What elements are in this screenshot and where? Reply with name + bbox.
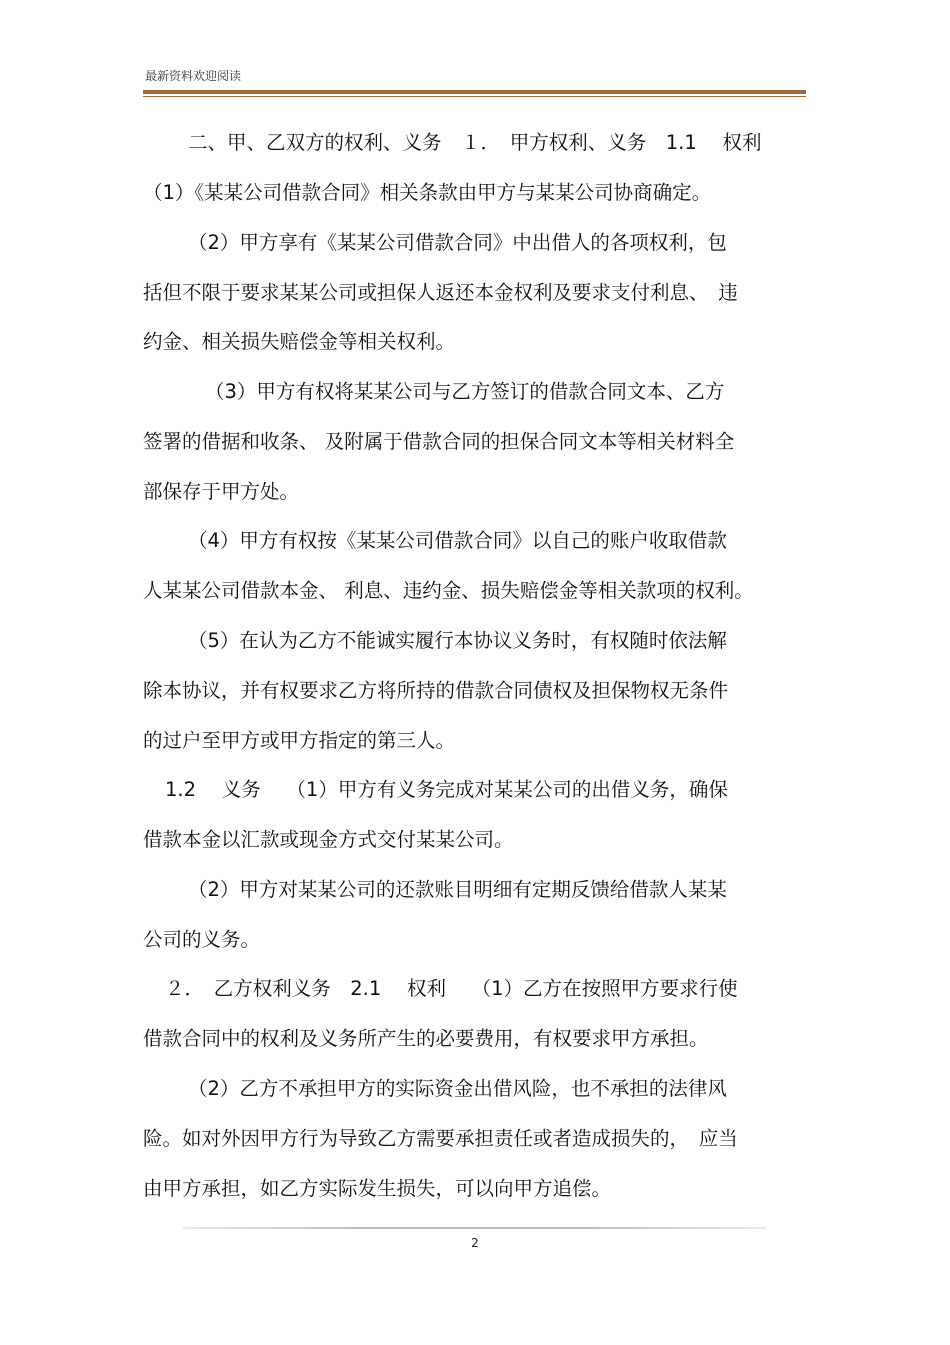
footer-rule [183,1227,766,1229]
text-line: 部保存于甲方处。 [143,480,300,503]
header-rule-thick [143,90,806,94]
text-line: 1.2 义务 （1）甲方有义务完成对某某公司的出借义务，确保 [165,778,728,801]
text-line: 借款合同中的权利及义务所产生的必要费用，有权要求甲方承担。 [143,1027,709,1050]
text-line: ２． 乙方权利义务 2.1 权利 （1）乙方在按照甲方要求行使 [165,977,738,1000]
text-line: （1）《某某公司借款合同》相关条款由甲方与某某公司协商确定。 [143,181,712,204]
text-line: 约金、相关损失赔偿金等相关权利。 [143,330,456,353]
text-line: （4）甲方有权按《某某公司借款合同》以自己的账户收取借款 [188,529,727,552]
text-line: （5）在认为乙方不能诚实履行本协议义务时，有权随时依法解 [188,629,727,652]
text-line: （2）乙方不承担甲方的实际资金出借风险，也不承担的法律风 [188,1077,727,1100]
text-line: （2）甲方对某某公司的还款账目明细有定期反馈给借款人某某 [188,878,727,901]
text-line: 括但不限于要求某某公司或担保人返还本金权利及要求支付利息、 违 [143,281,738,304]
text-line: 签署的借据和收条、 及附属于借款合同的担保合同文本等相关材料全 [143,430,735,453]
text-line: 险。如对外因甲方行为导致乙方需要承担责任或者造成损失的， 应当 [143,1127,738,1150]
text-line: 二、甲、乙双方的权利、义务 １． 甲方权利、义务 1.1 权利 [188,131,762,154]
page-number: 2 [471,1236,479,1250]
text-line: 除本协议，并有权要求乙方将所持的借款合同债权及担保物权无条件 [143,679,729,702]
text-line: 人某某公司借款本金、 利息、违约金、损失赔偿金等相关款项的权利。 [143,579,754,602]
header-rule-thin [143,96,806,97]
text-line: （2）甲方享有《某某公司借款合同》中出借人的各项权利，包 [188,231,727,254]
text-line: 借款本金以汇款或现金方式交付某某公司。 [143,828,514,851]
text-line: 由甲方承担，如乙方实际发生损失，可以向甲方追偿。 [143,1177,612,1200]
text-line: 的过户至甲方或甲方指定的第三人。 [143,729,456,752]
header-text: 最新资料欢迎阅读 [145,69,242,83]
text-line: 公司的义务。 [143,928,261,951]
text-line: （3）甲方有权将某某公司与乙方签订的借款合同文本、乙方 [205,380,725,403]
